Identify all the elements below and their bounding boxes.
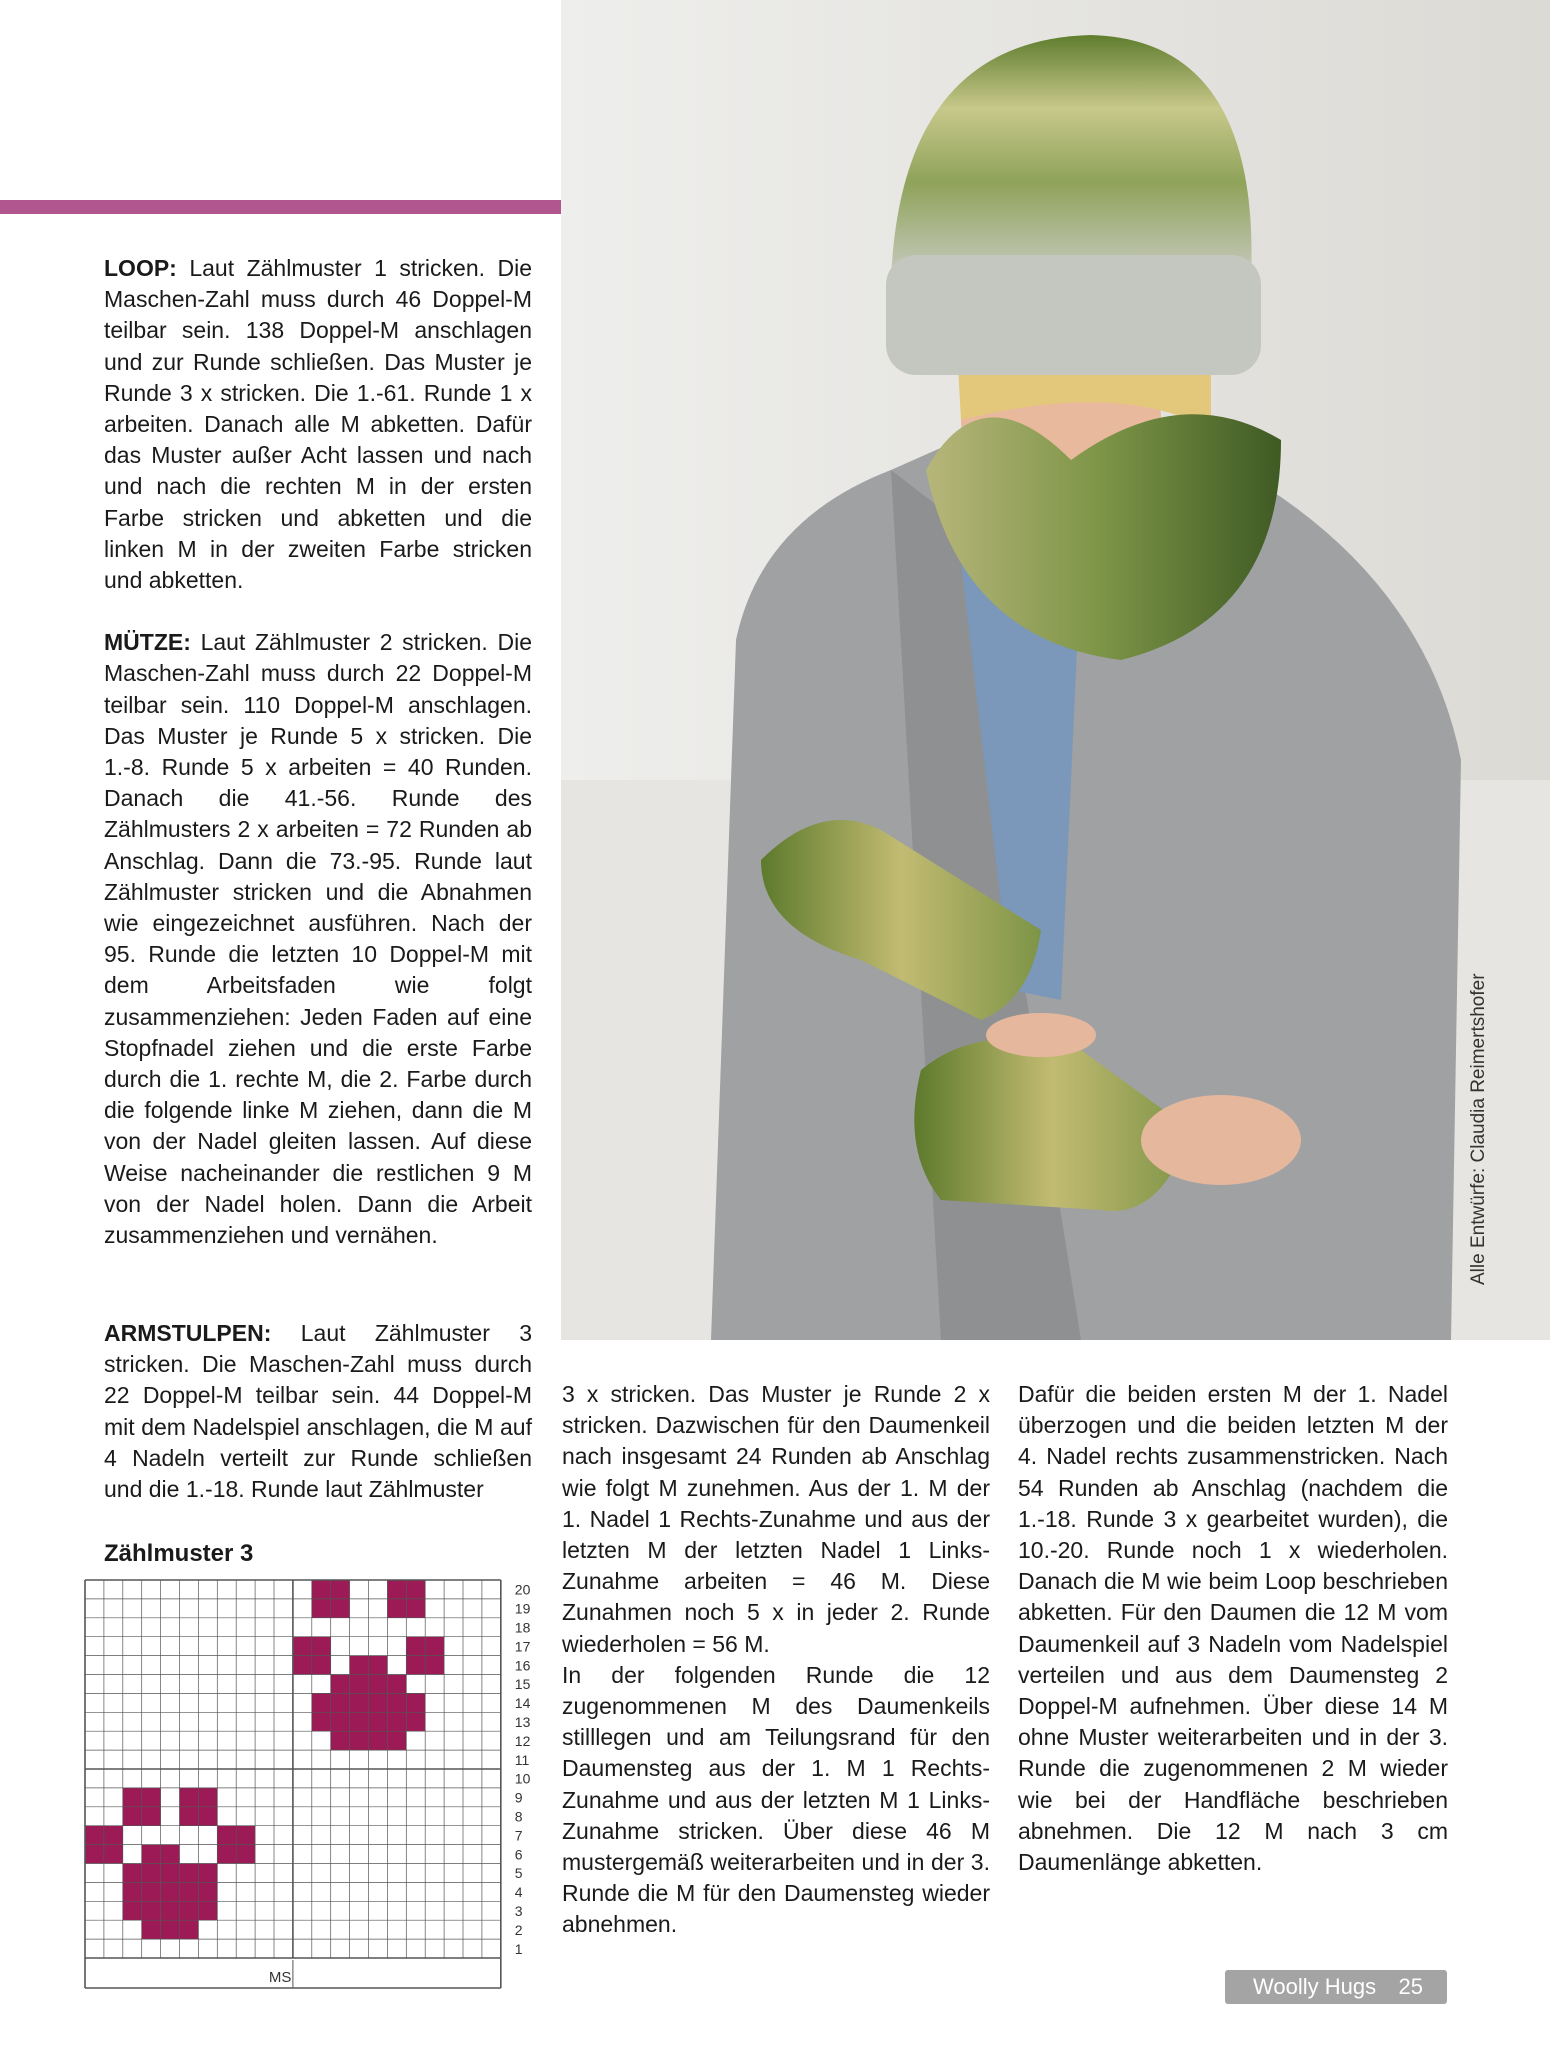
chart-cell-filled xyxy=(236,1845,255,1864)
col2-paragraph-2: In der folgenden Runde die 12 zugenommenen M des Daumenkeils stilllegen und am Teilungsrand für den Daumensteg aus der 1. M 1 Rechts-Zunahme und aus der letzten M 1 Links-Zunahme stricken. Über diese 46 M mustergemäß weiterarbeiten und in der 3. Runde die M für den Daumensteg wieder abnehmen. xyxy=(562,1661,990,1938)
chart-cell-filled xyxy=(104,1845,123,1864)
chart-title: Zählmuster 3 xyxy=(104,1540,254,1567)
chart-row-number: 7 xyxy=(514,1827,523,1844)
section-armstulpen xyxy=(104,1318,532,1505)
chart-cell-filled xyxy=(198,1901,217,1920)
chart-cell-filled xyxy=(350,1675,369,1694)
chart-cell-filled xyxy=(142,1920,161,1939)
chart-cell-filled xyxy=(312,1637,331,1656)
chart-cell-filled xyxy=(406,1580,425,1599)
magazine-name: Woolly Hugs xyxy=(1253,1974,1377,1999)
chart-cell-filled xyxy=(180,1788,199,1807)
heading-loop: LOOP: xyxy=(104,255,177,281)
chart-ms-label: MS xyxy=(268,1969,292,1986)
column-middle xyxy=(562,1379,990,1941)
chart-row-number: 14 xyxy=(514,1695,531,1712)
page-number: 25 xyxy=(1398,1974,1423,1999)
chart-cell-filled xyxy=(161,1901,180,1920)
chart-row-number: 8 xyxy=(514,1808,523,1825)
chart-cell-filled xyxy=(369,1675,388,1694)
chart-cell-filled xyxy=(142,1807,161,1826)
chart-cell-filled xyxy=(180,1901,199,1920)
chart-row-number: 20 xyxy=(514,1581,531,1598)
text-muetze: Laut Zählmuster 2 stricken. Die Maschen-Zahl muss durch 22 Doppel-M teilbar sein. 110 Doppel-M anschlagen. Das Muster je Runde 5 x stricken. Die 1.-8. Runde 5 x arbeiten = 40 Runden. Danach die 41.-56. Runde des Zählmusters 2 x arbeiten = 72 Runden ab Anschlag. Dann die 73.-95. Runde laut Zählmuster stricken und die Abnahmen wie eingezeichnet ausführen. Nach der 95. Runde die letzten 10 Doppel-M mit dem Arbeitsfaden wie folgt zusammenziehen: Jeden Faden auf eine Stopfnadel ziehen und die erste Farbe durch die 1. rechte M, die 2. Farbe durch die folgende linke M ziehen, dann die M von der Nadel gleiten lassen. Auf diese Weise nacheinander die restlichen 9 M von der Nadel holen. Dann die Arbeit zusammenziehen und vernähen. xyxy=(104,629,533,1249)
chart-row-number: 10 xyxy=(514,1770,531,1787)
chart-cell-filled xyxy=(123,1864,142,1883)
chart-row-number: 1 xyxy=(514,1940,523,1957)
chart-cell-filled xyxy=(387,1599,406,1618)
chart-cell-filled xyxy=(350,1731,369,1750)
chart-row-number: 16 xyxy=(514,1657,531,1674)
chart-cell-filled xyxy=(331,1731,350,1750)
chart-row-number: 15 xyxy=(514,1676,531,1693)
chart-cell-filled xyxy=(369,1731,388,1750)
chart-cell-filled xyxy=(142,1864,161,1883)
chart-cell-filled xyxy=(312,1656,331,1675)
chart-cell-filled xyxy=(406,1599,425,1618)
chart-cell-filled xyxy=(123,1807,142,1826)
chart-cell-filled xyxy=(236,1826,255,1845)
chart-cell-filled xyxy=(85,1845,104,1864)
text-armstulpen: Laut Zählmuster 3 stricken. Die Maschen-Zahl muss durch 22 Doppel-M teilbar sein. 44 Doppel-M mit dem Nadelspiel anschlagen, die M auf 4 Nadeln verteilt zur Runde schließen und die 1.-18. Runde laut Zählmuster xyxy=(104,1320,533,1503)
chart-cell-filled xyxy=(312,1712,331,1731)
chart-cell-filled xyxy=(198,1788,217,1807)
chart-cell-filled xyxy=(406,1656,425,1675)
chart-cell-filled xyxy=(331,1599,350,1618)
chart-cell-filled xyxy=(142,1882,161,1901)
chart-row-number: 2 xyxy=(514,1921,523,1938)
footer-badge xyxy=(1225,1970,1447,2004)
chart-row-number: 17 xyxy=(514,1638,531,1655)
chart-cell-filled xyxy=(198,1882,217,1901)
chart-cell-filled xyxy=(331,1580,350,1599)
chart-cell-filled xyxy=(312,1580,331,1599)
heading-armstulpen: ARMSTULPEN: xyxy=(104,1320,272,1346)
chart-row-number: 3 xyxy=(514,1903,523,1920)
photo-credit: Alle Entwürfe: Claudia Reimertshofer xyxy=(1468,973,1489,1285)
chart-cell-filled xyxy=(425,1656,444,1675)
chart-row-number: 19 xyxy=(514,1600,531,1617)
chart-row-number: 11 xyxy=(514,1751,530,1768)
chart-cell-filled xyxy=(180,1864,199,1883)
chart-cell-filled xyxy=(387,1675,406,1694)
chart-cell-filled xyxy=(387,1693,406,1712)
chart-cell-filled xyxy=(198,1864,217,1883)
text-loop: Laut Zählmuster 1 stricken. Die Maschen-Zahl muss durch 46 Doppel-M teilbar sein. 138 Doppel-M anschlagen und zur Runde schließen. Das Muster je Runde 3 x stricken. Die 1.-61. Runde 1 x arbeiten. Danach alle M abketten. Dafür das Muster außer Acht lassen und nach und nach die rechten M in der ersten Farbe stricken und abketten und die linken M in der zweiten Farbe stricken und abketten. xyxy=(104,255,532,594)
chart-cell-filled xyxy=(331,1675,350,1694)
chart-cell-filled xyxy=(104,1826,123,1845)
chart-cell-filled xyxy=(387,1580,406,1599)
chart-cell-filled xyxy=(161,1845,180,1864)
chart-cell-filled xyxy=(123,1788,142,1807)
chart-cell-filled xyxy=(406,1712,425,1731)
chart-cell-filled xyxy=(293,1656,312,1675)
chart-cell-filled xyxy=(198,1807,217,1826)
chart-cell-filled xyxy=(331,1693,350,1712)
chart-row-number: 4 xyxy=(514,1884,523,1901)
chart-cell-filled xyxy=(142,1788,161,1807)
column-right xyxy=(1018,1379,1448,1878)
chart-row-number: 12 xyxy=(514,1732,531,1749)
chart-cell-filled xyxy=(123,1882,142,1901)
chart-cell-filled xyxy=(406,1693,425,1712)
chart-cell-filled xyxy=(350,1712,369,1731)
chart-cell-filled xyxy=(180,1807,199,1826)
chart-cell-filled xyxy=(331,1712,350,1731)
chart-cell-filled xyxy=(180,1920,199,1939)
column-left xyxy=(104,253,532,1251)
chart-cell-filled xyxy=(180,1882,199,1901)
chart-cell-filled xyxy=(123,1901,142,1920)
chart-row-number: 6 xyxy=(514,1846,523,1863)
chart-cell-filled xyxy=(369,1712,388,1731)
chart-row-number: 5 xyxy=(514,1865,523,1882)
chart-cell-filled xyxy=(85,1826,104,1845)
chart-cell-filled xyxy=(387,1712,406,1731)
chart-cell-filled xyxy=(312,1599,331,1618)
chart-cell-filled xyxy=(312,1693,331,1712)
chart-cell-filled xyxy=(142,1845,161,1864)
col2-paragraph-1: 3 x stricken. Das Muster je Runde 2 x stricken. Dazwischen für den Daumenkeil nach insgesamt 24 Runden ab Anschlag wie folgt M zunehmen. Aus der 1. M der 1. Nadel 1 Rechts-Zunahme und aus der letzten M der letzten Nadel 1 Links-Zunahme arbeiten = 46 M. Diese Zunahmen noch 5 x in jeder 2. Runde wiederholen = 56 M. xyxy=(562,1381,990,1657)
chart-cell-filled xyxy=(369,1656,388,1675)
chart-cell-filled xyxy=(217,1826,236,1845)
chart-cell-filled xyxy=(161,1864,180,1883)
chart-cell-filled xyxy=(350,1656,369,1675)
chart-cell-filled xyxy=(217,1845,236,1864)
chart-cell-filled xyxy=(293,1637,312,1656)
heading-muetze: MÜTZE: xyxy=(104,629,191,656)
chart-row-number: 18 xyxy=(514,1619,531,1636)
column-left-lower xyxy=(104,1318,532,1505)
chart-cell-filled xyxy=(142,1901,161,1920)
section-loop xyxy=(104,253,532,596)
chart-cell-filled xyxy=(387,1731,406,1750)
col3-paragraph-1: Dafür die beiden ersten M der 1. Nadel überzogen und die beiden letzten M der 4. Nadel rechts zusammenstricken. Nach 54 Runden ab Anschlag (nachdem die 1.-18. Runde 3 x gearbeitet wurden), die 10.-20. Runde noch 1 x wiederholen. Danach die M wie beim Loop beschrieben abketten. Für den Daumen die 12 M vom Daumenkeil auf 3 Nadeln vom Nadelspiel verteilen und aus dem Daumensteg 2 Doppel-M aufnehmen. Über diese 14 M ohne Muster weiterarbeiten und in der 3. Runde die zugenommenen 2 M wieder wie bei der Handfläche beschrieben abnehmen. Die 12 M nach 3 cm Daumenlänge abketten. xyxy=(1018,1381,1448,1876)
chart-cell-filled xyxy=(425,1637,444,1656)
chart-cell-filled xyxy=(406,1637,425,1656)
chart-cell-filled xyxy=(350,1693,369,1712)
section-muetze xyxy=(104,627,532,1251)
chart-cell-filled xyxy=(161,1920,180,1939)
chart-cell-filled xyxy=(369,1693,388,1712)
chart-row-number: 9 xyxy=(514,1789,523,1806)
product-photo xyxy=(561,0,1550,1340)
chart-cell-filled xyxy=(161,1882,180,1901)
accent-bar xyxy=(0,200,561,214)
knitting-chart xyxy=(80,1575,550,2005)
chart-row-number: 13 xyxy=(514,1714,531,1731)
